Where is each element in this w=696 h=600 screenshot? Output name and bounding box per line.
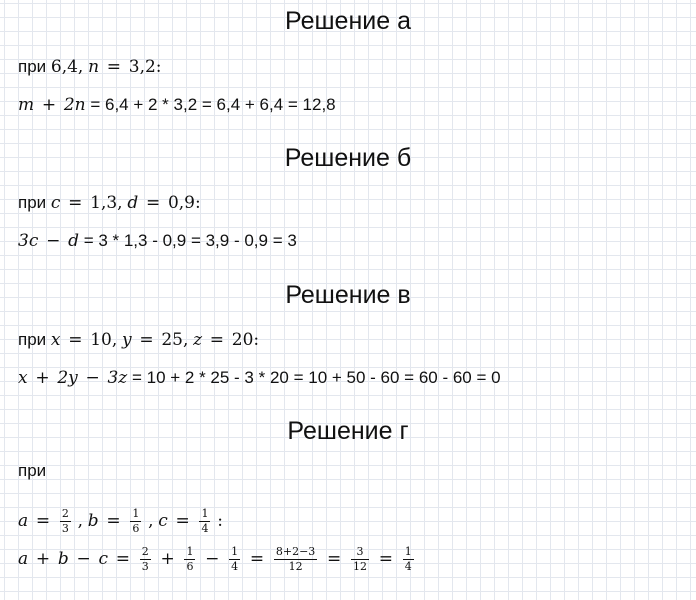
condition-value: 0,9: xyxy=(167,193,201,213)
fraction-denominator: 12 xyxy=(288,560,303,573)
equation-rhs: = 10 + 2 * 25 - 3 * 20 = 10 + 50 - 60 = 60 - 60 = 0 xyxy=(131,368,501,387)
fraction-numerator: 2 xyxy=(61,507,69,520)
fraction xyxy=(403,546,414,573)
variable: d xyxy=(127,193,139,213)
condition-word: при xyxy=(18,330,47,349)
fraction-denominator: 4 xyxy=(201,522,209,535)
fraction xyxy=(351,546,369,573)
comma: , xyxy=(148,510,154,531)
fraction xyxy=(274,546,317,573)
equation-a xyxy=(18,94,336,116)
operator: + xyxy=(35,368,50,388)
operator: − xyxy=(85,368,100,388)
equals-sign: = xyxy=(68,193,83,213)
variable-term: 2y xyxy=(57,368,78,388)
variable: c xyxy=(98,548,108,569)
variable: a xyxy=(18,510,29,531)
condition-value: 3,2: xyxy=(128,57,162,77)
variable: c xyxy=(50,193,61,213)
equals-sign: = xyxy=(35,510,51,531)
condition-g xyxy=(18,508,223,535)
fraction-numerator: 8+2−3 xyxy=(275,545,316,558)
heading-solution-b: Решение б xyxy=(284,144,412,172)
operator: + xyxy=(35,548,51,569)
fraction-denominator: 4 xyxy=(231,560,239,573)
condition-value: 20: xyxy=(231,330,260,350)
equals-sign: = xyxy=(106,57,122,77)
operator: + xyxy=(160,548,175,569)
condition-v xyxy=(18,329,259,351)
equals-sign: = xyxy=(115,548,130,569)
variable: n xyxy=(88,57,100,77)
variable: x xyxy=(50,330,61,350)
condition-a xyxy=(18,56,162,78)
equals-sign: = xyxy=(139,330,154,350)
variable: z xyxy=(193,330,203,350)
fraction xyxy=(184,546,195,573)
equation-rhs: = 3 * 1,3 - 0,9 = 3,9 - 0,9 = 3 xyxy=(83,231,297,250)
fraction-numerator: 1 xyxy=(186,545,194,558)
condition-value: 10, xyxy=(90,330,118,350)
condition-b xyxy=(18,192,201,214)
equals-sign: = xyxy=(68,330,83,350)
fraction-numerator: 3 xyxy=(351,546,369,560)
fraction-denominator: 12 xyxy=(353,560,368,573)
fraction xyxy=(199,508,210,535)
heading-solution-g: Решение г xyxy=(287,417,409,445)
fraction-numerator: 1 xyxy=(404,545,412,558)
equals-sign: = xyxy=(378,548,394,569)
heading-solution-a: Решение а xyxy=(285,7,411,35)
equals-sign: = xyxy=(175,510,190,531)
equals-sign: = xyxy=(327,548,342,569)
comma: , xyxy=(77,510,83,531)
variable: b xyxy=(57,548,69,569)
variable-term: 3z xyxy=(107,368,128,388)
condition-value: 6,4, xyxy=(50,57,84,77)
fraction-denominator: 4 xyxy=(404,560,412,573)
fraction-numerator: 1 xyxy=(132,507,140,520)
equation-g xyxy=(18,546,416,573)
condition-word: при xyxy=(18,57,47,76)
variable: y xyxy=(121,330,132,350)
equation-rhs: = 6,4 + 2 * 3,2 = 6,4 + 6,4 = 12,8 xyxy=(90,95,336,114)
variable-term: 3c xyxy=(18,231,39,251)
variable: b xyxy=(87,510,99,531)
condition-g-word xyxy=(18,460,46,482)
equals-sign: = xyxy=(106,510,121,531)
variable: d xyxy=(68,231,79,251)
equals-sign: = xyxy=(145,193,161,213)
condition-word: при xyxy=(18,461,47,480)
colon: : xyxy=(217,510,223,531)
variable: a xyxy=(18,548,29,569)
variable: m xyxy=(18,95,35,115)
fraction xyxy=(60,508,71,535)
fraction-numerator: 1 xyxy=(231,545,239,558)
fraction-denominator: 3 xyxy=(141,560,149,573)
variable: x xyxy=(18,368,28,388)
fraction-denominator: 6 xyxy=(186,560,194,573)
fraction-denominator: 6 xyxy=(132,522,140,535)
condition-value: 25, xyxy=(161,330,189,350)
heading-solution-v: Решение в xyxy=(285,281,411,309)
condition-word: при xyxy=(18,193,47,212)
fraction xyxy=(140,546,151,573)
fraction xyxy=(229,546,240,573)
variable: c xyxy=(158,510,168,531)
equals-sign: = xyxy=(209,330,225,350)
fraction-numerator: 1 xyxy=(201,507,209,520)
operator: − xyxy=(46,231,61,251)
equation-b xyxy=(18,230,297,252)
variable-term: 2n xyxy=(63,95,86,115)
fraction-numerator: 2 xyxy=(141,545,149,558)
condition-value: 1,3, xyxy=(90,193,123,213)
fraction xyxy=(130,508,141,535)
operator: + xyxy=(41,95,57,115)
equals-sign: = xyxy=(249,548,265,569)
operator: − xyxy=(205,548,220,569)
operator: − xyxy=(76,548,91,569)
equation-v xyxy=(18,367,501,389)
fraction-denominator: 3 xyxy=(61,522,69,535)
